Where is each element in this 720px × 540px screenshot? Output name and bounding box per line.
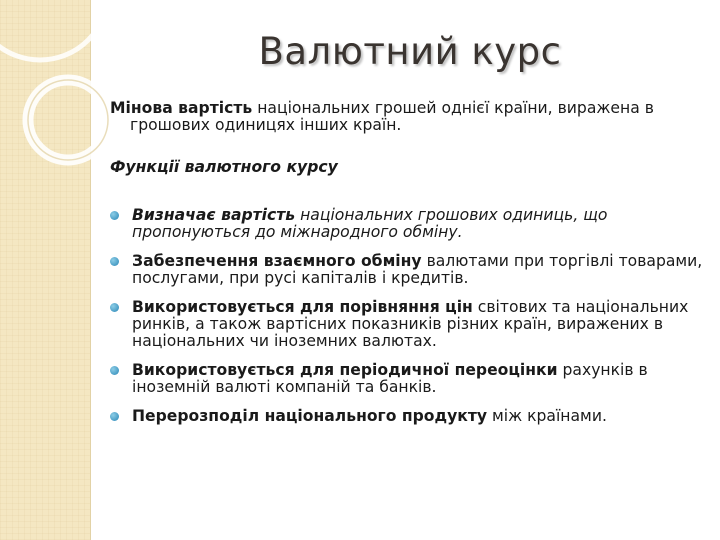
- definition-text: національних грошей однієї країни, виражена в грошових одиницях інших країн.: [130, 99, 654, 134]
- bullet-bold-text: Перерозподіл національного продукту: [132, 407, 488, 425]
- functions-list: [110, 207, 710, 425]
- slide-title: Валютний курс: [258, 30, 562, 73]
- bullet-text: між країнами.: [487, 407, 607, 425]
- list-item: [110, 408, 710, 425]
- bullet-bold-text: Визначає вартість: [132, 206, 296, 224]
- list-item: [110, 299, 710, 350]
- definition-paragraph: [110, 100, 710, 134]
- list-item: [110, 207, 710, 241]
- bullet-text: валютами при торгівлі товарами, послугами, при русі капіталів і кредитів.: [132, 252, 703, 287]
- bullet-icon: [110, 303, 119, 312]
- bullet-bold-text: Використовується для порівняння цін: [132, 298, 473, 316]
- functions-heading: Функції валютного курсу: [110, 158, 338, 176]
- list-item: [110, 253, 710, 287]
- bullet-icon: [110, 412, 119, 421]
- slide-content: [110, 100, 710, 437]
- bullet-text: рахунків в іноземній валюті компаній та банків.: [132, 361, 648, 396]
- bullet-icon: [110, 366, 119, 375]
- list-item: [110, 362, 710, 396]
- bullet-text: світових та національних ринків, а також вартісних показників різних країн, виражених в національних чи іноземних валютах.: [132, 298, 689, 350]
- bullet-icon: [110, 211, 119, 220]
- bullet-text: національних грошових одиниць, що пропонуються до міжнародного обміну.: [132, 206, 608, 241]
- definition-term: Мінова вартість: [110, 99, 253, 117]
- bullet-icon: [110, 257, 119, 266]
- bullet-bold-text: Забезпечення взаємного обміну: [132, 252, 422, 270]
- bullet-bold-text: Використовується для періодичної переоцінки: [132, 361, 558, 379]
